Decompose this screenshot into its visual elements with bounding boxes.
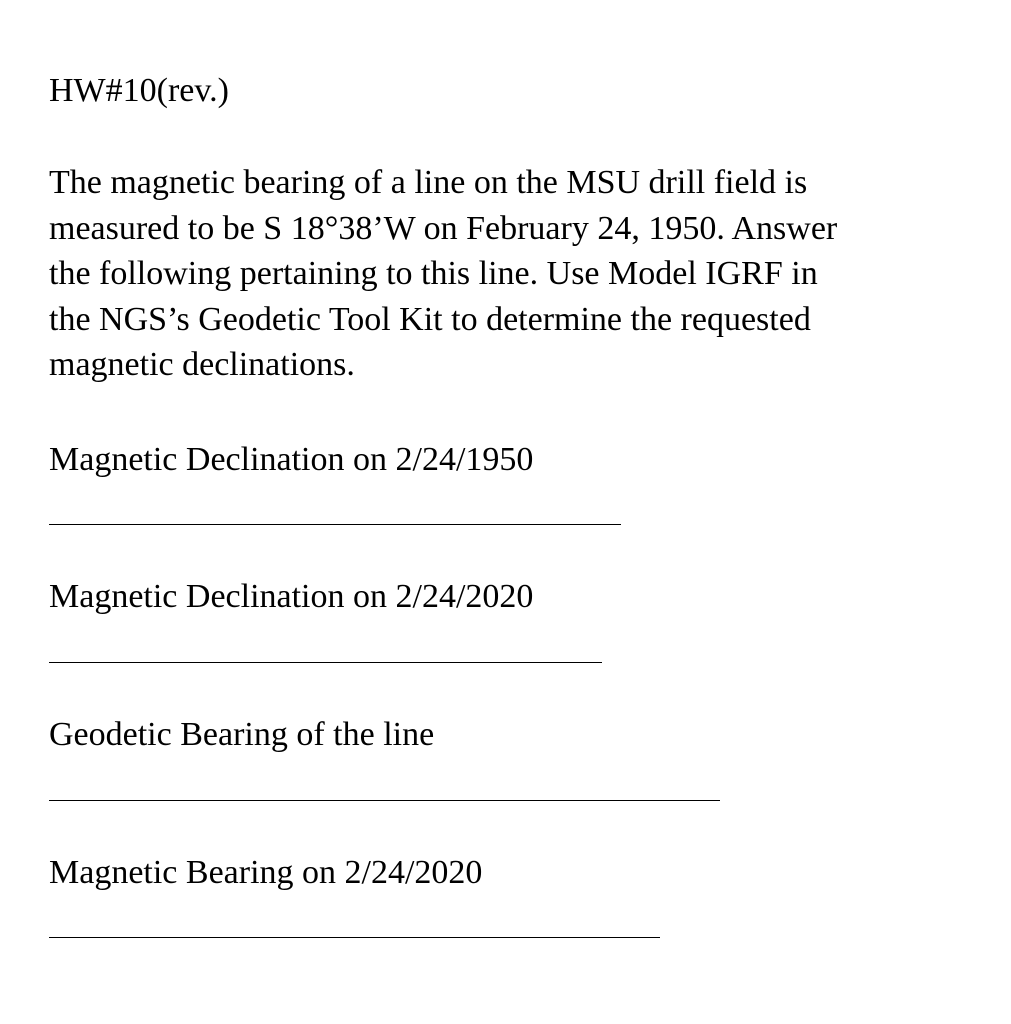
problem-statement-line: the NGS’s Geodetic Tool Kit to determine the requested	[49, 300, 811, 338]
problem-statement-line: The magnetic bearing of a line on the MSU drill field is	[49, 164, 808, 201]
problem-statement-line: the following pertaining to this line. Use Model IGRF in	[49, 255, 818, 293]
question-geodetic-bearing: Geodetic Bearing of the line	[49, 716, 435, 753]
answer-blank-magnetic-bearing-2020[interactable]	[49, 937, 660, 938]
question-declination-2020: Magnetic Declination on 2/24/2020	[49, 578, 534, 615]
problem-statement-line: magnetic declinations.	[49, 346, 355, 384]
question-magnetic-bearing-2020: Magnetic Bearing on 2/24/2020	[49, 854, 483, 891]
answer-blank-geodetic-bearing[interactable]	[49, 800, 720, 801]
question-declination-1950: Magnetic Declination on 2/24/1950	[49, 441, 534, 478]
problem-statement	[49, 160, 989, 388]
answer-blank-declination-1950[interactable]	[49, 524, 621, 525]
problem-statement-line: measured to be S 18°38’W on February 24, 1950. Answer	[49, 209, 838, 247]
assignment-title: HW#10(rev.)	[49, 72, 229, 109]
answer-blank-declination-2020[interactable]	[49, 662, 602, 663]
